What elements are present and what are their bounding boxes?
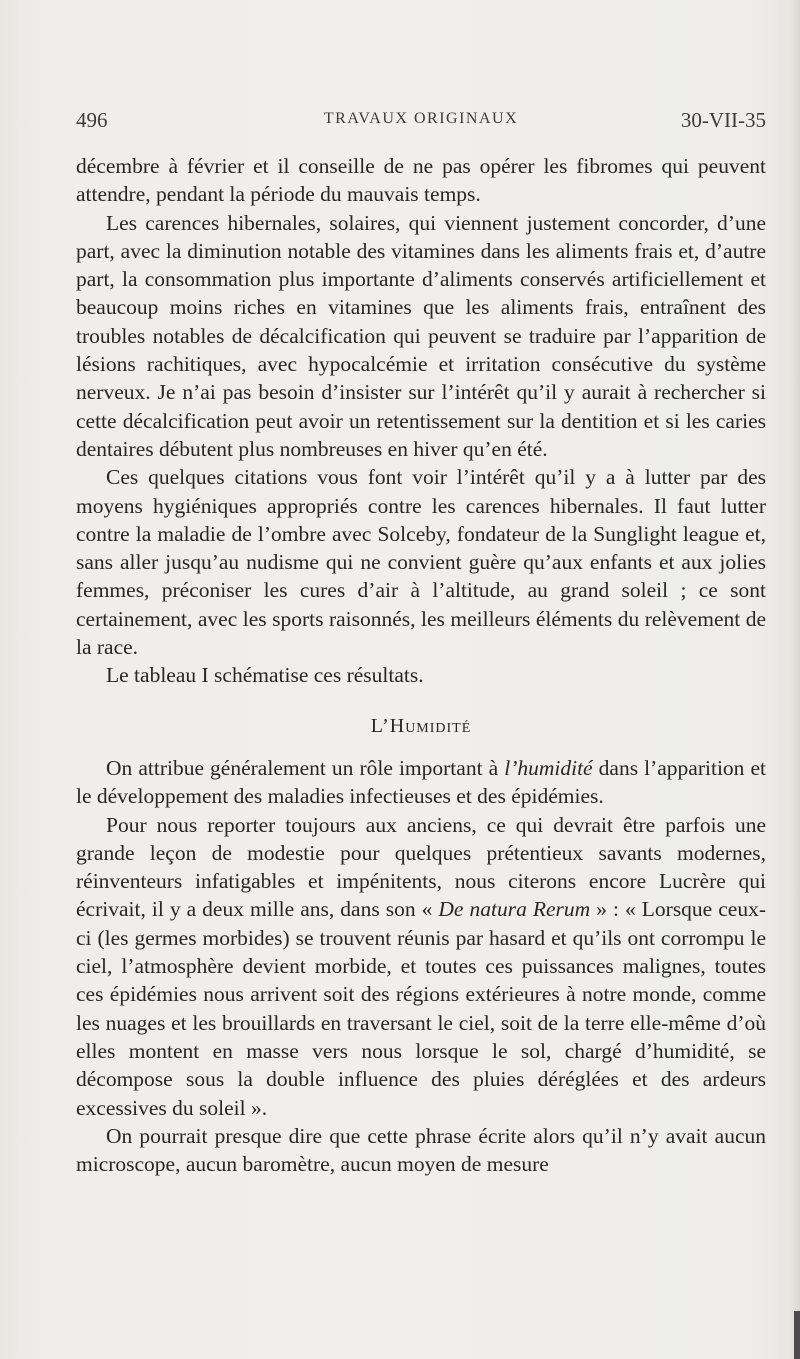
- paragraph-tableau: Le tableau I schématise ces résultats.: [106, 663, 424, 688]
- page-number: 496: [76, 108, 108, 132]
- scan-corner-mark: [794, 1311, 800, 1359]
- paragraph-citations: Ces quelques citations vous font voir l’intérêt qu’il y a à lutter par des moyens hygiéniques appropriés contre les carences hibernales. Il faut lutter contre la maladie de l’ombre avec Solceby, fondateur de la Sunglight league et, sans aller jusqu’au nudisme qui ne convient guère qu’aux enfants et aux jolies femmes, préconiser les cures d’air à l’altitude, au grand soleil ; ce sont certainement, avec les sports raisonnés, les meilleurs éléments du relèvement de la race.: [76, 465, 766, 660]
- body-text: [76, 152, 766, 1178]
- lucrece-text-after: » : « Lorsque ceux-ci (les germes morbides) se trouvent réunis par hasard et qu’ils ont corrompu le ciel, l’atmosphère devient morbide, et toutes ces puissances malignes, toutes ces épidémies nous arrivent soit des régions extérieures à notre monde, comme les nuages et les brouillards en traversant le ciel, soit de la terre elle-même d’où elles montent en masse vers nous lorsque le sol, chargé d’humidité, se décompose sous la double influence des pluies déréglées et des ardeurs excessives du soleil ».: [76, 897, 766, 1120]
- paragraph-humidite: [76, 754, 766, 811]
- paragraph-carences: Les carences hibernales, solaires, qui viennent justement concorder, d’une part, avec la diminution notable des vitamines dans les aliments frais et, d’autre part, la consommation plus importante d’aliments conservés artificiellement et beaucoup moins riches en vitamines que les aliments frais, entraînent des troubles notables de décalcification qui peuvent se traduire par l’apparition de lésions rachitiques, avec hypocalcémie et irritation consécutive du système nerveux. Je n’ai pas besoin d’insister sur l’intérêt qu’il y aurait à rechercher si cette décalcification peut avoir un retentissement sur la dentition et si les caries dentaires débutent plus nombreuses en hiver qu’en été.: [76, 210, 766, 461]
- humidite-emphasis: l’humidité: [504, 755, 593, 780]
- humidite-text-after: dans l’apparition et le développement des maladies infectieuses et des épidémies.: [76, 755, 766, 809]
- humidite-text-before: On attribue généralement un rôle important à: [106, 755, 505, 780]
- lucrece-book-title: De natura Rerum: [438, 897, 591, 922]
- page-edge-shadow: [790, 0, 800, 1359]
- running-title: TRAVAUX ORIGINAUX: [323, 110, 519, 127]
- issue-date: 30-VII-35: [680, 108, 766, 132]
- section-heading: L’Humidité: [370, 714, 472, 737]
- running-head: [76, 108, 766, 138]
- paragraph-continued: décembre à février et il conseille de ne pas opérer les fibromes qui peuvent attendre, pendant la période du mauvais temps.: [76, 154, 766, 207]
- lucrece-text-before: Pour nous reporter toujours aux anciens, ce qui devrait être parfois une grande leçon de modestie pour quelques prétentieux savants modernes, réinventeurs infatigables et impénitents, nous citerons encore Lucrère qui écrivait, il y a deux mille ans, dans son «: [76, 812, 766, 922]
- paragraph-lucrece: [76, 811, 766, 1122]
- paragraph-last: On pourrait presque dire que cette phrase écrite alors qu’il n’y avait aucun microscope, aucun baromètre, aucun moyen de mesure: [76, 1123, 766, 1177]
